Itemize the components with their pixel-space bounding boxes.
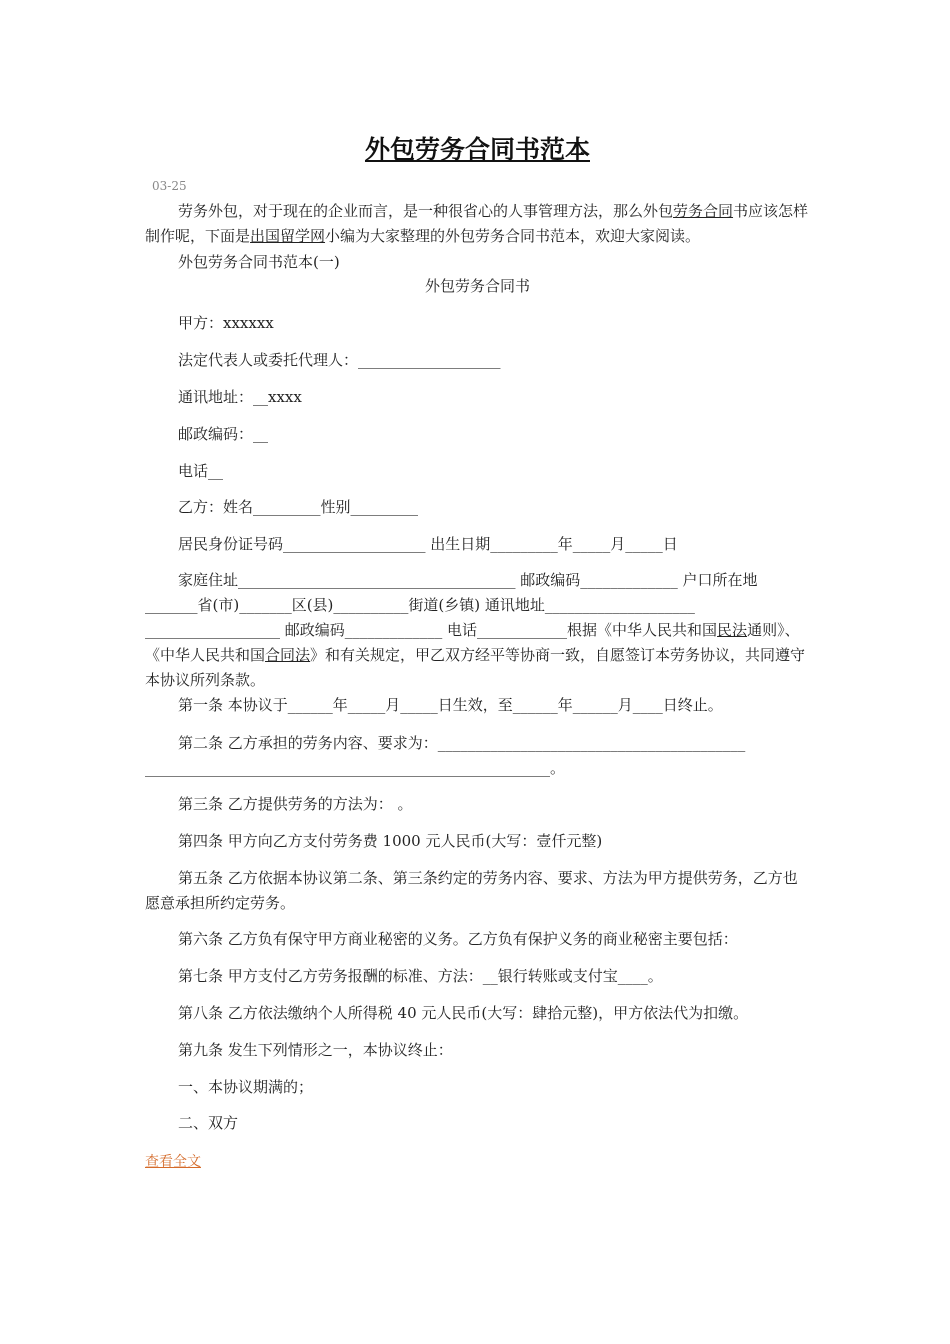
article-6: 第六条 乙方负有保守甲方商业秘密的义务。乙方负有保护义务的商业秘密主要包括： bbox=[178, 930, 738, 948]
link-labor-contract[interactable]: 劳务合同 bbox=[673, 202, 734, 220]
contract-title: 外包劳务合同书 bbox=[424, 277, 530, 295]
home-address-paragraph: 家庭住址_____________________________________ 邮政编码_____________ 户口所在地_______省(市)_______区(县)__________街道(乡镇) 通讯地址____________________ __________________ 邮政编码_____________ 电话____________根据《中华人民共和国民法通则》、《中华人民共和国合同法》和有关规定，甲乙双方经平等协商一致，自愿签订本劳务协议，共同遵守本协议所列条款。 bbox=[145, 571, 806, 689]
page-title: 外包劳务合同书范本 bbox=[364, 135, 590, 164]
article-1: 第一条 本协议于______年_____月_____日生效，至______年______月____日终止。 bbox=[178, 696, 723, 714]
publish-date: 03-25 bbox=[152, 179, 187, 193]
representative-line: 法定代表人或委托代理人：___________________ bbox=[178, 351, 501, 369]
postcode-line: 邮政编码：__ bbox=[178, 425, 269, 443]
article-8: 第八条 乙方依法缴纳个人所得税 40 元人民币(大写：肆拾元整)，甲方依法代为扣缴。 bbox=[178, 1004, 749, 1022]
case-2: 二、双方 bbox=[178, 1114, 239, 1132]
article-4: 第四条 甲方向乙方支付劳务费 1000 元人民币(大写：壹仟元整) bbox=[178, 832, 603, 850]
intro-paragraph: 劳务外包，对于现在的企业而言，是一种很省心的人事管理方法，那么外包劳务合同书应该怎样制作呢，下面是出国留学网小编为大家整理的外包劳务合同书范本，欢迎大家阅读。 bbox=[145, 202, 809, 245]
link-civil-law[interactable]: 民法 bbox=[717, 621, 748, 639]
section-heading: 外包劳务合同书范本(一) bbox=[178, 253, 340, 271]
article-9: 第九条 发生下列情形之一，本协议终止： bbox=[178, 1041, 453, 1059]
read-full-text-link[interactable]: 查看全文 bbox=[145, 1154, 201, 1170]
link-contract-law[interactable]: 合同法 bbox=[265, 646, 311, 664]
article-2: 第二条 乙方承担的劳务内容、要求为：_________________________________________ ______________________________________________________。 bbox=[145, 734, 746, 777]
link-site-name[interactable]: 出国留学网 bbox=[250, 227, 326, 245]
article-5: 第五条 乙方依据本协议第二条、第三条约定的劳务内容、要求、方法为甲方提供劳务，乙方也愿意承担所约定劳务。 bbox=[145, 869, 798, 912]
article-3: 第三条 乙方提供劳务的方法为： 。 bbox=[178, 795, 413, 813]
article-7: 第七条 甲方支付乙方劳务报酬的标准、方法：__银行转账或支付宝____。 bbox=[178, 967, 663, 985]
id-number-line: 居民身份证号码___________________ 出生日期_________年_____月_____日 bbox=[178, 535, 678, 553]
party-b-line: 乙方：姓名_________性别_________ bbox=[178, 498, 419, 516]
case-1: 一、本协议期满的； bbox=[178, 1078, 314, 1096]
address-line: 通讯地址：__xxxx bbox=[178, 388, 302, 406]
party-a-line: 甲方：xxxxxx bbox=[178, 314, 274, 332]
phone-line: 电话__ bbox=[178, 462, 224, 480]
